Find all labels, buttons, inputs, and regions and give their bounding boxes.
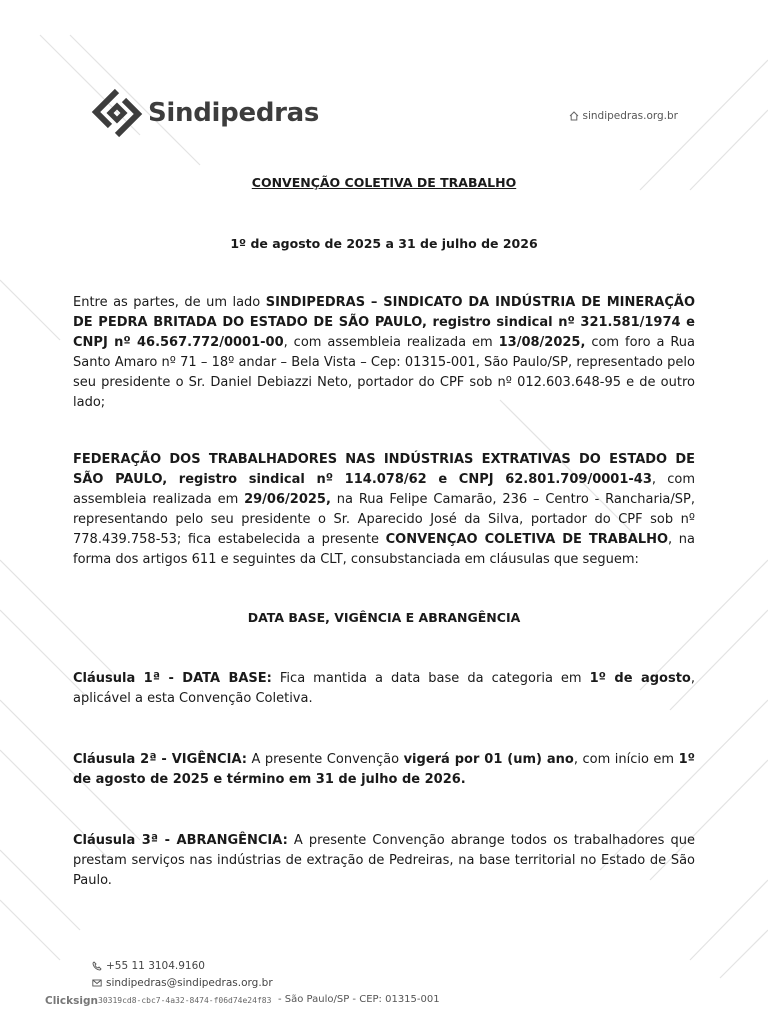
sindipedras-logo — [90, 86, 319, 140]
document-title: CONVENÇÃO COLETIVA DE TRABALHO — [251, 175, 517, 190]
clause-1: Cláusula 1ª - DATA BASE: Fica mantida a data base da categoria em 1º de agosto, aplicável a esta Convenção Coletiva. — [73, 671, 695, 706]
brand-name: Sindipedras — [148, 98, 320, 128]
phone-icon — [92, 961, 102, 971]
footer-address: - São Paulo/SP - CEP: 01315-001 — [278, 994, 440, 1005]
signature-provider: Clicksign — [45, 995, 98, 1007]
website-link[interactable] — [569, 110, 678, 122]
party2-paragraph: FEDERAÇÃO DOS TRABALHADORES NAS INDÚSTRIAS EXTRATIVAS DO ESTADO DE SÃO PAULO, registro sindical nº 114.078/62 e CNPJ 62.801.709/0001-43, com assembleia realizada em 29/06/2025, na Rua Felipe Camarão, 236 – Centro - Rancharia/SP, representando pelo seu presidente o Sr. Aparecido José da Silva, portador do CPF sob nº 778.439.758-53; fica estabelecida a presente CONVENÇAO COLETIVA DE TRABALHO, na forma dos artigos 611 e seguintes da CLT, consubstanciada em cláusulas que seguem: — [73, 452, 696, 567]
website-text: sindipedras.org.br — [582, 110, 678, 122]
home-icon — [569, 111, 579, 121]
diamond-logo-icon — [90, 86, 144, 140]
footer-phone: +55 11 3104.9160 — [92, 960, 205, 972]
footer-email: sindipedras@sindipedras.org.br — [92, 977, 273, 989]
party1-paragraph: Entre as partes, de um lado SINDIPEDRAS – SINDICATO DA INDÚSTRIA DE MINERAÇÃO DE PEDRA BRITADA DO ESTADO DE SÃO PAULO, registro sindical nº 321.581/1974 e CNPJ nº 46.567.772/0001-00, com assembleia realizada em 13/08/2025, com foro a Rua Santo Amaro nº 71 – 18º andar – Bela Vista – Cep: 01315-001, São Paulo/SP, representado pelo seu presidente o Sr. Daniel Debiazzi Neto, portador do CPF sob nº 012.603.648-95 e de outro lado; — [73, 295, 695, 410]
envelope-icon — [92, 978, 102, 988]
document-period: 1º de agosto de 2025 a 31 de julho de 2026 — [230, 236, 538, 251]
clause-2: Cláusula 2ª - VIGÊNCIA: A presente Convenção vigerá por 01 (um) ano, com início em 1º de agosto de 2025 e término em 31 de julho de 2026. — [73, 752, 695, 787]
section-title: DATA BASE, VIGÊNCIA E ABRANGÊNCIA — [247, 610, 521, 625]
signature-hash: 30319cd8-cbc7-4a32-8474-f06d74e24f83 — [98, 996, 272, 1005]
clause-3: Cláusula 3ª - ABRANGÊNCIA: A presente Convenção abrange todos os trabalhadores que prestam serviços nas indústrias de extração de Pedreiras, na base territorial no Estado de São Paulo. — [73, 833, 695, 888]
